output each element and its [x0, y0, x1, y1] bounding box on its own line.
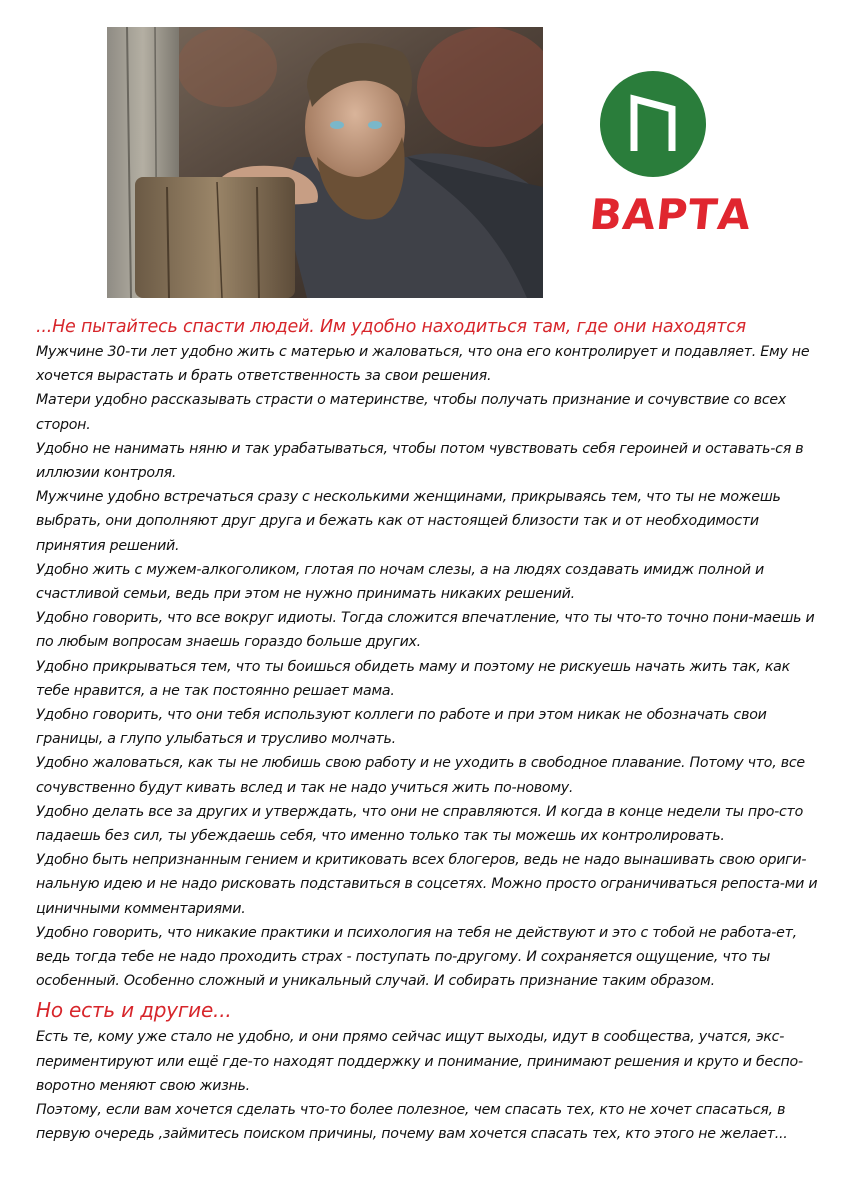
- article-body: [36, 314, 822, 1147]
- paragraph: Удобно быть непризнанным гением и критиковать всех блогеров, ведь не надо вынашивать свою ориги-нальную идею и не надо рисковать подставиться в соцсетях. Можно просто ограничиваться репоста-ми и циничными комментариями.: [36, 852, 818, 917]
- closing-paragraph: Поэтому, если вам хочется сделать что-то более полезное, чем спасать тех, кто не хочет спасаться, в первую очередь ,займитесь поиском причины, почему вам хочется спасать тех, кто этого не желает...: [36, 1102, 788, 1143]
- section-heading: Но есть и другие...: [36, 998, 232, 1023]
- paragraph: Удобно не нанимать няню и так урабатываться, чтобы потом чувствовать себя героиней и оставать-ся в иллюзии контроля.: [36, 440, 804, 482]
- paragraph: Удобно жаловаться, как ты не любишь свою работу и не уходить в свободное плавание. Потому что, все сочувственно будут кивать вслед и так не надо учиться жить по-новому.: [36, 755, 805, 796]
- closing-paragraph: Есть те, кому уже стало не удобно, и они прямо сейчас ищут выходы, идут в сообщества, учатся, экс-периментируют или ещё где-то находят поддержку и понимание, принимают решения и круто и беспо-воротно меняют свою жизнь.: [36, 1029, 803, 1094]
- paragraph: Удобно говорить, что они тебя используют коллеги по работе и при этом никак не обозначать свои границы, а глупо улыбаться и трусливо молчать.: [36, 707, 767, 748]
- paragraph: Удобно прикрываться тем, что ты боишься обидеть маму и поэтому не рискуешь начать жить так, как тебе нравится, а не так постоянно решает мама.: [36, 658, 790, 699]
- paragraph: Матери удобно рассказывать страсти о материнстве, чтобы получать признание и сочувствие со всех сторон.: [36, 392, 787, 433]
- paragraph: Мужчине удобно встречаться сразу с несколькими женщинами, прикрываясь тем, что ты не можешь выбрать, они дополняют друг друга и бежать как от настоящей близости так и от необходимости принятия решений.: [36, 489, 781, 554]
- viking-warrior-photo: [107, 27, 543, 298]
- rune-uruz-icon: [600, 71, 706, 177]
- paragraph: Мужчине 30-ти лет удобно жить с матерью и жаловаться, что она его контролирует и подавляет. Ему не хочется вырастать и брать ответственность за свои решения.: [36, 344, 810, 385]
- paragraph: Удобно говорить, что все вокруг идиоты. Тогда сложится впечатление, что ты что-то точно пони-маешь и по любым вопросам знаешь гораздо больше других.: [36, 610, 815, 651]
- paragraph: Удобно говорить, что никакие практики и психология на тебя не действуют и это с тобой не работа-ет, ведь тогда тебе не надо проходить страх - поступать по-другому. И сохраняется ощущение, что ты особенный. Особенно сложный и уникальный случай. И собирать признание таким образом.: [36, 924, 797, 990]
- rune-title: ВАРТА: [587, 190, 755, 239]
- article-heading: ...Не пытайтесь спасти людей. Им удобно находиться там, где они находятся: [36, 317, 747, 337]
- paragraph: Удобно жить с мужем-алкоголиком, глотая по ночам слезы, а на людях создавать имидж полной и счастливой семьи, ведь при этом не нужно принимать никаких решений.: [36, 561, 765, 603]
- paragraph: Удобно делать все за других и утверждать, что они не справляются. И когда в конце недели ты про-сто падаешь без сил, ты убеждаешь себя, что именно только так ты можешь их контролировать.: [36, 803, 804, 845]
